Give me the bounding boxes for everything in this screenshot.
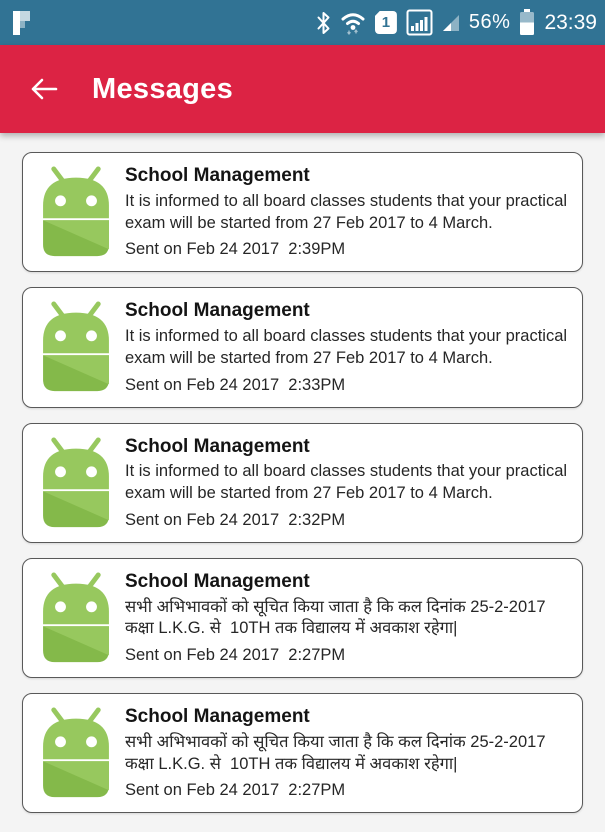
message-body: It is informed to all board classes students that your practical exam will be started from 27 Feb 2017 to 4 March. [125, 191, 572, 232]
back-button[interactable] [24, 69, 64, 109]
battery-percent-label: 56% [468, 11, 511, 33]
signal-strength-icon [442, 14, 460, 32]
message-card[interactable] [22, 423, 583, 543]
android-robot-icon [39, 165, 113, 258]
message-card[interactable] [22, 287, 583, 407]
bluetooth-icon [316, 11, 331, 35]
message-list [0, 133, 605, 832]
message-content [125, 435, 572, 530]
message-sent-timestamp: Sent on Feb 24 2017 2:32PM [125, 510, 346, 529]
message-sent-timestamp: Sent on Feb 24 2017 2:33PM [125, 375, 346, 394]
android-robot-icon [39, 571, 113, 664]
android-robot-icon [39, 300, 113, 393]
message-title: School Management [125, 165, 310, 186]
sim-card-icon [375, 11, 397, 34]
message-body: सभी अभिभावकों को सूचित किया जाता है कि कल दिनांक 25-2-2017 कक्षा L.K.G. से 10TH तक विद्यालय में अवकाश रहेगा| [125, 597, 551, 638]
message-content [125, 570, 568, 665]
message-content [125, 164, 572, 259]
message-content [125, 705, 568, 800]
message-title: School Management [125, 706, 310, 728]
arrow-left-icon [29, 76, 59, 102]
message-sent-timestamp: Sent on Feb 24 2017 2:39PM [125, 240, 346, 259]
message-sent-timestamp: Sent on Feb 24 2017 2:27PM [125, 781, 346, 800]
message-body: सभी अभिभावकों को सूचित किया जाता है कि कल दिनांक 25-2-2017 कक्षा L.K.G. से 10TH तक विद्यालय में अवकाश रहेगा| [125, 732, 551, 773]
message-body: It is informed to all board classes students that your practical exam will be started from 27 Feb 2017 to 4 March. [125, 327, 572, 367]
message-sent-timestamp: Sent on Feb 24 2017 2:27PM [125, 646, 346, 665]
message-content [125, 299, 572, 394]
flipboard-notification-icon [8, 8, 34, 38]
message-card[interactable] [22, 152, 583, 272]
mobile-signal-boxed-icon [406, 9, 433, 36]
status-bar [0, 0, 605, 45]
battery-icon [519, 9, 535, 36]
wifi-icon [340, 10, 366, 36]
clock-label: 23:39 [544, 10, 597, 34]
message-card[interactable] [22, 693, 583, 813]
android-robot-icon [39, 436, 113, 529]
message-body: It is informed to all board classes students that your practical exam will be started from 27 Feb 2017 to 4 March. [125, 462, 572, 503]
message-title: School Management [125, 435, 310, 457]
sim-slot-number: 1 [381, 14, 391, 31]
message-title: School Management [125, 300, 310, 322]
message-card[interactable] [22, 558, 583, 678]
app-header [0, 45, 605, 133]
message-title: School Management [125, 570, 310, 592]
android-robot-icon [39, 706, 113, 799]
page-title: Messages [92, 72, 234, 105]
